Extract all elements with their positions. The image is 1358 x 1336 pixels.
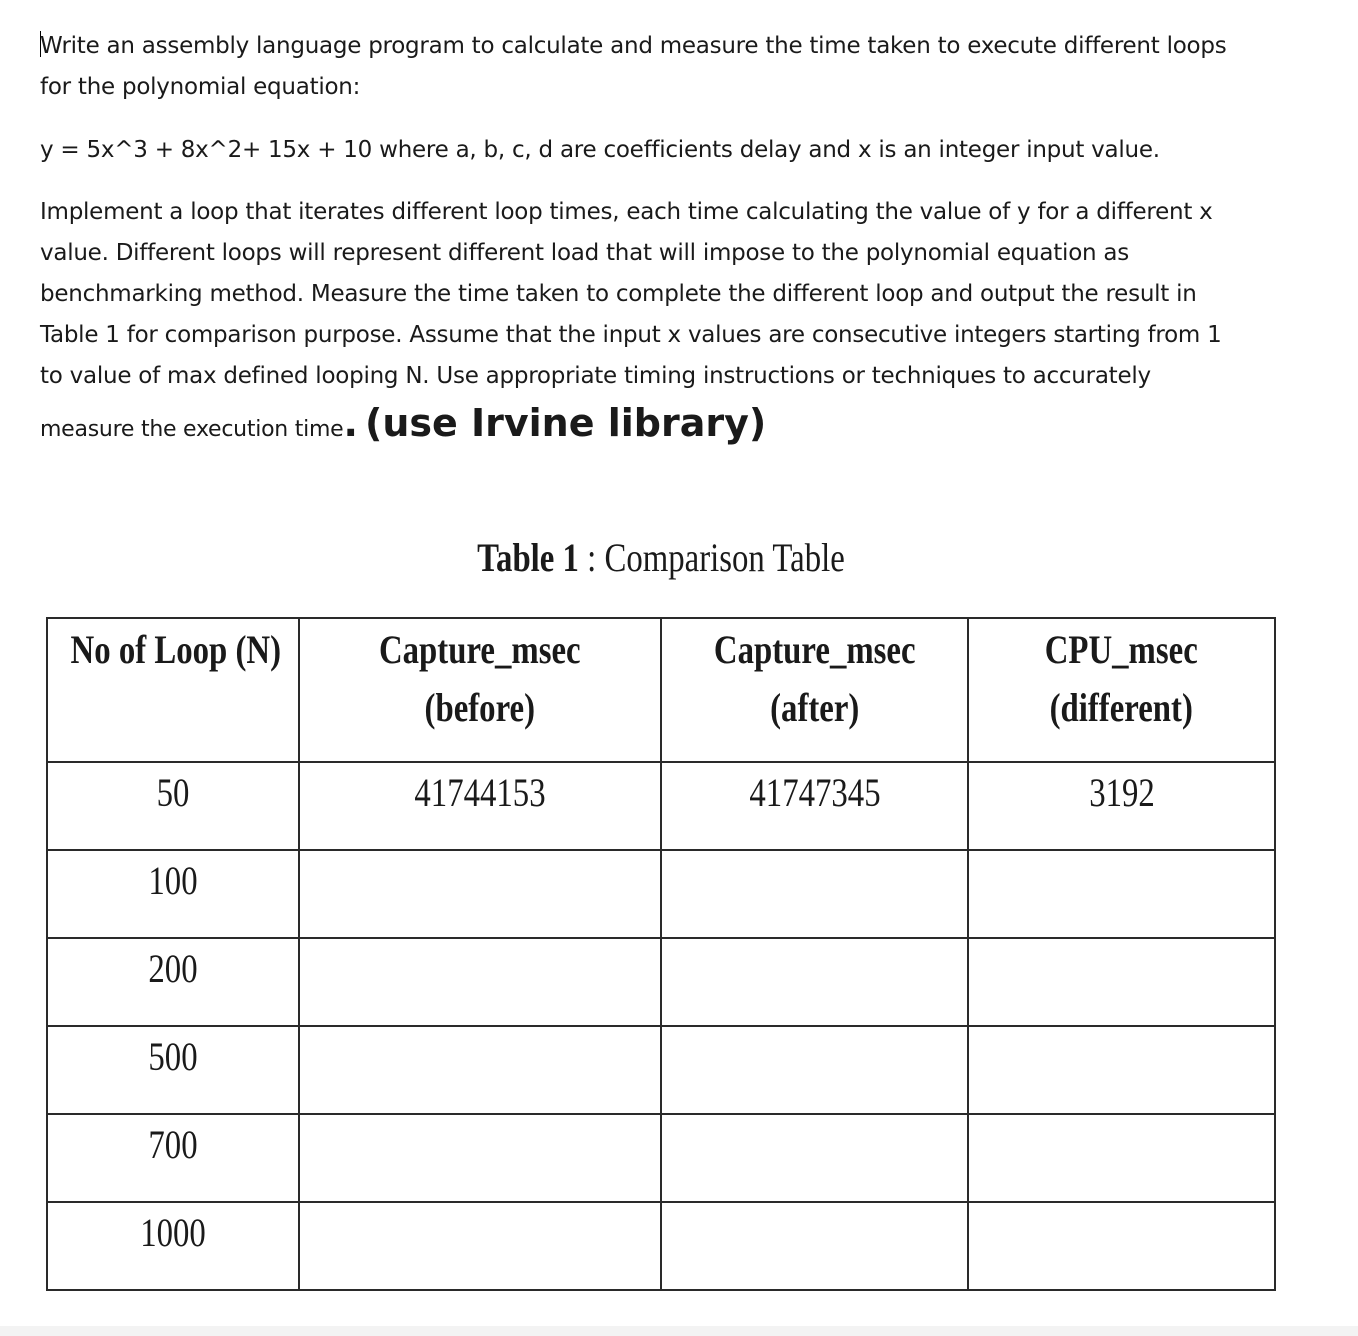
instructions-tail-dot: . <box>343 401 358 445</box>
table-caption-label: Table 1 <box>477 535 579 580</box>
table-cell <box>299 850 661 938</box>
header-capture-after-line-1: Capture_msec <box>713 627 916 672</box>
table-cell <box>968 850 1275 938</box>
equation-paragraph <box>40 130 1350 171</box>
instructions-line-1: Implement a loop that iterates different loop times, each time calculating the value of y for a different x <box>40 199 1213 225</box>
instructions-line-5: to value of max defined looping N. Use appropriate timing instructions or techniques to accurately <box>40 363 1151 389</box>
intro-paragraph <box>40 26 1350 108</box>
intro-line-1 <box>40 26 1350 67</box>
instructions-paragraph <box>40 192 1350 456</box>
header-capture-after-line-2: (after) <box>770 685 860 730</box>
header-capture-before-line-2: (before) <box>424 685 536 730</box>
table-cell <box>299 1026 661 1114</box>
table-cell <box>47 938 299 1026</box>
cell-text: 500 <box>148 1034 198 1079</box>
table-cell <box>299 762 661 850</box>
instructions-tail-text: measure the execution time <box>40 417 344 442</box>
instructions-line-4: Table 1 for comparison purpose. Assume that the input x values are consecutive integers starting from 1 <box>40 322 1222 348</box>
table-cell <box>661 850 969 938</box>
table-cell <box>47 1114 299 1202</box>
cell-text: 41747345 <box>749 770 881 815</box>
table-caption-text: : Comparison Table <box>578 535 845 580</box>
table-cell <box>47 850 299 938</box>
table-cell <box>47 762 299 850</box>
table-cell <box>299 1202 661 1290</box>
table-cell <box>661 1026 969 1114</box>
header-capture-after <box>661 618 969 762</box>
table-cell <box>661 938 969 1026</box>
table-row <box>47 1114 1275 1202</box>
cell-text: 1000 <box>140 1210 207 1255</box>
cell-text: 50 <box>156 770 190 815</box>
table-cell <box>968 1202 1275 1290</box>
table-cell <box>299 938 661 1026</box>
table-caption <box>119 532 1203 584</box>
instructions-line-6 <box>40 397 1350 456</box>
table-cell <box>661 1114 969 1202</box>
header-no-of-loop-text: No of Loop (N) <box>70 627 282 672</box>
irvine-library-note: (use Irvine library) <box>364 401 767 445</box>
table-cell <box>968 1026 1275 1114</box>
table-cell <box>661 762 969 850</box>
cell-text: 41744153 <box>414 770 546 815</box>
table-row <box>47 938 1275 1026</box>
table-row <box>47 850 1275 938</box>
cell-text: 200 <box>148 946 198 991</box>
table-row <box>47 1202 1275 1290</box>
table-cell <box>968 938 1275 1026</box>
equation-line: y = 5x^3 + 8x^2+ 15x + 10 where a, b, c, d are coefficients delay and x is an integer input value. <box>40 137 1160 163</box>
instructions-line-2: value. Different loops will represent different load that will impose to the polynomial equation as <box>40 240 1129 266</box>
intro-line-2: for the polynomial equation: <box>40 74 361 100</box>
table-cell <box>47 1026 299 1114</box>
cell-text: 100 <box>148 858 198 903</box>
table-cell <box>968 1114 1275 1202</box>
cell-text: 700 <box>148 1122 198 1167</box>
table-cell <box>299 1114 661 1202</box>
header-cpu-msec <box>968 618 1275 762</box>
header-cpu-msec-line-1: CPU_msec <box>1045 627 1199 672</box>
table-cell <box>661 1202 969 1290</box>
table-cell <box>968 762 1275 850</box>
comparison-table <box>46 617 1276 1291</box>
table-header-row <box>47 618 1275 762</box>
header-capture-before-line-1: Capture_msec <box>379 627 582 672</box>
table-cell <box>47 1202 299 1290</box>
header-no-of-loop <box>47 618 299 762</box>
table-row <box>47 762 1275 850</box>
header-capture-before <box>299 618 661 762</box>
question-text <box>40 26 1350 456</box>
header-cpu-msec-line-2: (different) <box>1050 685 1194 730</box>
page-bottom-edge <box>0 1326 1358 1336</box>
intro-line-1-text: Write an assembly language program to calculate and measure the time taken to execute different loops <box>40 33 1227 59</box>
table-row <box>47 1026 1275 1114</box>
cell-text: 3192 <box>1088 770 1155 815</box>
instructions-line-3: benchmarking method. Measure the time taken to complete the different loop and output the result in <box>40 281 1197 307</box>
